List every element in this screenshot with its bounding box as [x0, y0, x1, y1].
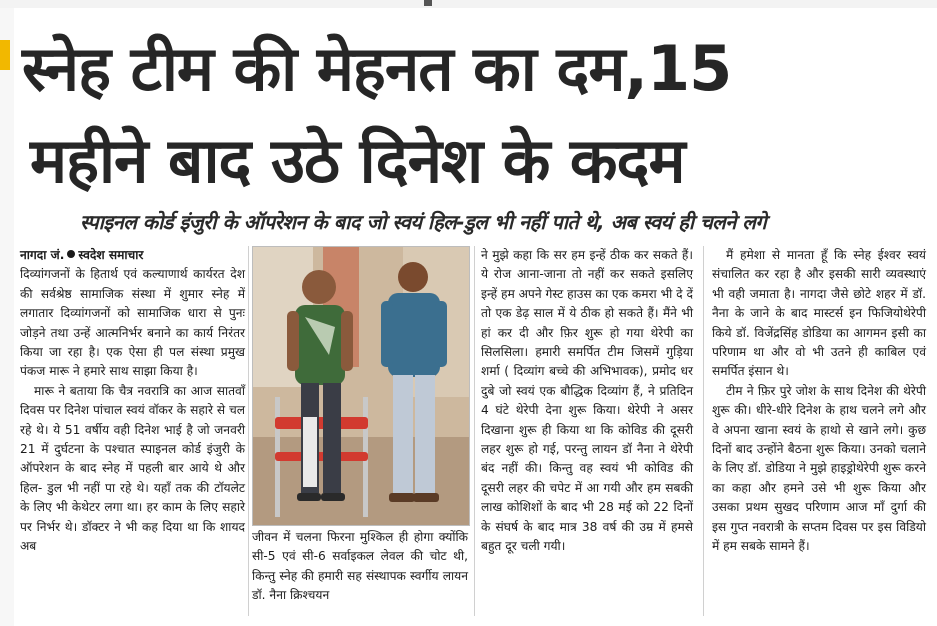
yellow-margin-tick [0, 40, 10, 70]
article-column-3 [481, 246, 693, 557]
dateline-source: स्वदेश समाचार [78, 248, 144, 262]
column-divider [474, 246, 475, 616]
physiotherapy-photo-illustration [253, 247, 469, 525]
article-column-4 [712, 246, 926, 557]
dateline [20, 248, 143, 262]
column-divider [248, 246, 249, 616]
subheadline: स्पाइनल कोर्ड इंजुरी के ऑपरेशन के बाद जो स्वयं हिल-डुल भी नहीं पाते थे, अब स्वयं ही चलने लगे [80, 210, 767, 234]
column-2-text: जीवन में चलना फिरना मुश्किल ही होगा क्योंकि सी-5 एवं सी-6 सर्वाइकल लेवल की चोट थी, किन्तु स्नेह की हमारी सह संस्थापक स्वर्गीय लायन डॉ. नैना क्रिश्चयन [252, 530, 468, 603]
column-1-paragraph-2: मारू ने बताया कि चैत्र नवरात्रि का आज सातवाँ दिवस पर दिनेश पांचाल स्वयं वॉकर के सहारे से चल रहे थे। ये 51 वर्षीय वही दिनेश भाई है जो जनवरी 21 में दुर्घटना के पश्चात स्पाइनल कोर्ड इंजुरी के ऑपरेशन के बाद स्नेह में पहली बार आये थे और हिल- डुल भी नहीं पा रहे थे। यहाँ तक की टॉयलेट के लिए भी केथेटर लगा था। हर काम के लिए सहारे पर निर्भर थे। डॉक्टर ने भी कह दिया था कि शायद अब [20, 383, 245, 554]
page-top-strip [0, 0, 937, 8]
column-4-paragraph-1: मैं हमेशा से मानता हूँ कि स्नेह ईश्वर स्वयं संचालित कर रहा है और इसकी सारी व्यवस्थाएं भी वही जमाता है। नागदा जैसे छोटे शहर में डॉ. नैना के जाने के बाद मास्टर्स इन फिजियोथेरेपी किये डॉ. विजेंद्रसिंह डोडिया का आगमन इसी का परिणाम था और वो भी उतने ही काबिल एवं समर्पित इंसान थे। [712, 248, 926, 379]
column-1-text-1: दिव्यांगजनों के हितार्थ एवं कल्याणार्थ कार्यरत देश की सर्वश्रेष्ठ सामाजिक संस्था में शुमार स्नेह में लगातार दिव्यांगजनों को सामाजिक धारा से पुनः जोड़ने तथा उन्हें आत्मनिर्भर बनाने का कार्य निरंतर किया जा रहा है। एक ऐसा ही पल संस्था प्रमुख पंकज मारू ने हमारे साथ साझा किया है। [20, 267, 245, 379]
fold-mark [424, 0, 432, 6]
headline-line-2: महीने बाद उठे दिनेश के कदम [30, 124, 685, 197]
column-4-paragraph-2: टीम ने फ़िर पुरे जोश के साथ दिनेश की थेरेपी शुरू की। धीरे-धीरे दिनेश के हाथ चलने लगे और वे अपना खाना स्वयं के हाथो से खाने लगे। कुछ दिनों बाद उन्होंने बैठना शुरू किया। उनको चलाने के लिए डॉ. डोडिया ने मुझे हाइड्रोथेरेपी शुरू करने का कहा और हमने उसे भी शुरू किया और उसका प्रथम सुखद परिणाम आज माँ दुर्गा की इस गुप्त नवरात्री के सप्तम दिवस पर इस विडियो में हम सबके सामने हैं। [712, 383, 926, 554]
article-column-2 [252, 528, 468, 606]
column-divider [703, 246, 704, 616]
left-margin [0, 8, 14, 626]
bullet-dot-icon [67, 250, 75, 258]
article-column-1 [20, 246, 245, 557]
column-1-paragraph-1 [20, 246, 245, 382]
dateline-place: नागदा जं. [20, 248, 65, 262]
headline-line-1: स्नेह टीम की मेहनत का दम,15 [22, 32, 732, 105]
column-3-text: ने मुझे कहा कि सर हम इन्हें ठीक कर सकते हैं। ये रोज आना-जाना तो नहीं कर सकते इसलिए इन्हें हम अपने गेस्ट हाउस का एक कमरा भी दे दें तो एक डेढ़ साल में ये ठीक हो सकते हैं। मैंने भी हां कर दी और फ़िर शुरू हो गया थेरेपी का सिलसिला। हमारी समर्पित टीम जिसमें गुड़िया शर्मा ( दिव्यांग बच्चे की अभिभावक), प्रमोद धर दुबे जो स्वयं एक बौद्धिक दिव्यांग हैं, ने प्रतिदिन 4 घंटे थेरेपी देना शुरू किया। थेरेपी ने असर दिखाना शुरू ही किया था कि कोविड की दूसरी लहर शुरू हो गई, परन्तु लायन डॉ नैना ने थेरेपी बंद नहीं की। किन्तु वह स्वयं भी कोविड की दूसरी लहर की चपेट में आ गयी और हम सबकी लाख कोशिशों के बाद भी 28 मई को 22 दिनों के संघर्ष के बाद मात्र 38 वर्ष की उम्र में हमसे बहुत दूर चली गयी। [481, 248, 693, 554]
article-photo [252, 246, 470, 526]
